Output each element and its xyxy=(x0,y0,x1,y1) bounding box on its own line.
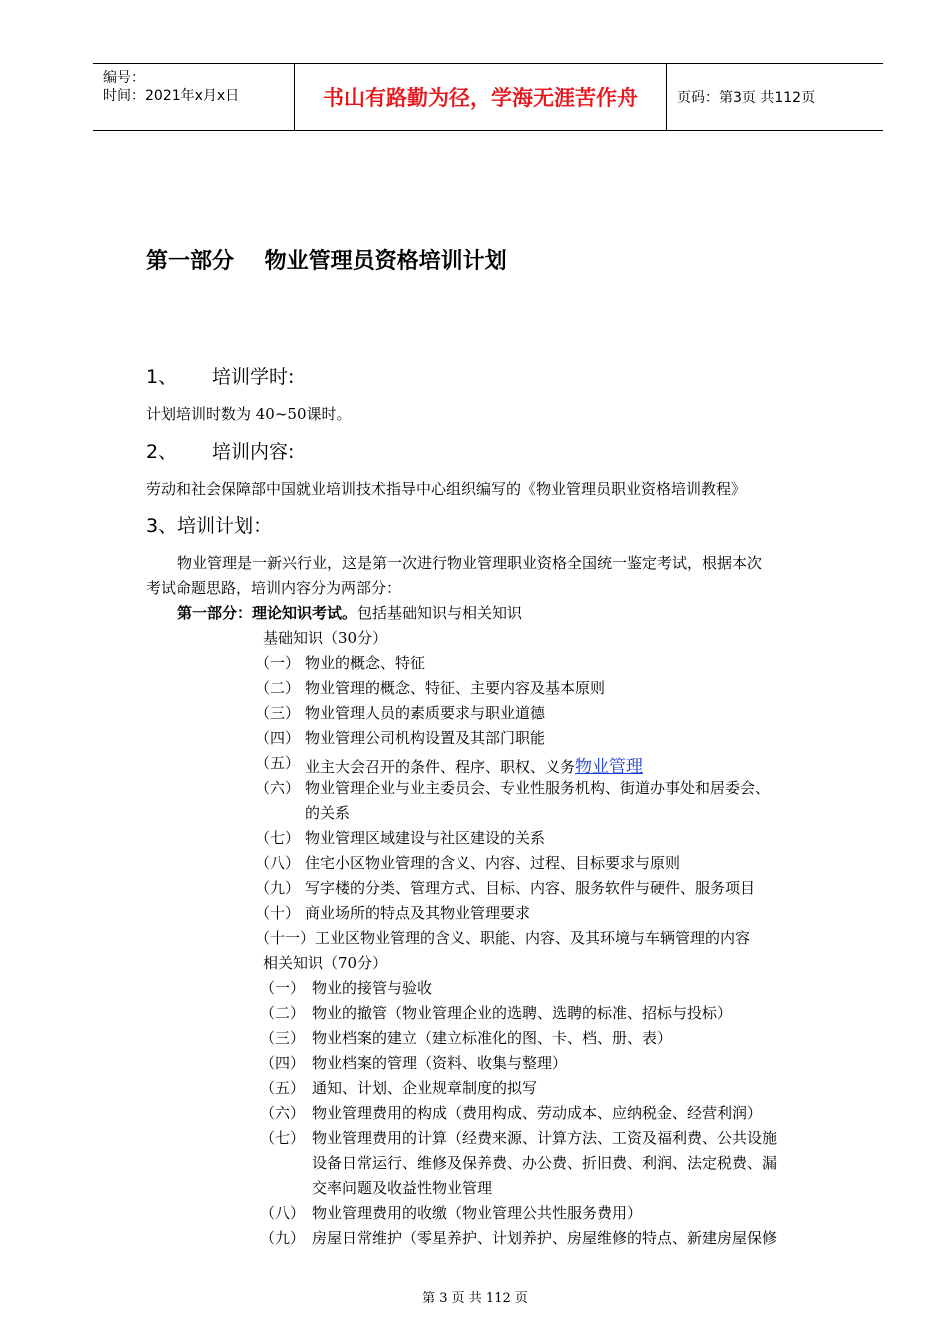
list-marker: （四） xyxy=(255,729,301,747)
related-knowledge-heading: 相关知识（70分） xyxy=(263,954,388,972)
list-marker: （三） xyxy=(260,1029,306,1047)
section-heading-content xyxy=(146,437,294,464)
header-motto: 书山有路勤为径，学海无涯苦作舟 xyxy=(295,64,667,130)
section-title: 培训内容: xyxy=(212,441,295,463)
list-text-continued: 交率问题及收益性物业管理 xyxy=(312,1179,493,1197)
list-marker: （三） xyxy=(255,704,301,722)
list-marker: （七） xyxy=(255,829,301,847)
part1-line xyxy=(177,602,522,623)
basic-knowledge-heading: 基础知识（30分） xyxy=(263,629,388,647)
section-number: 2、 xyxy=(146,441,178,463)
list-marker: （六） xyxy=(255,779,301,797)
list-text-continued: 的关系 xyxy=(305,804,351,822)
list-marker: （八） xyxy=(255,854,301,872)
list-text: 物业管理的概念、特征、主要内容及基本原则 xyxy=(305,679,606,697)
list-text: 物业管理人员的素质要求与职业道德 xyxy=(305,704,546,722)
list-text: 物业管理费用的收缴（物业管理公共性服务费用） xyxy=(312,1204,643,1222)
list-marker: （二） xyxy=(260,1004,306,1022)
property-management-link[interactable]: 物业管理 xyxy=(575,757,644,777)
header-meta-cell xyxy=(93,64,295,130)
list-marker: （一） xyxy=(260,979,306,997)
page-header xyxy=(93,63,883,131)
section-heading-plan xyxy=(146,511,272,538)
list-marker: （四） xyxy=(260,1054,306,1072)
list-marker: （九） xyxy=(255,879,301,897)
list-marker: （二） xyxy=(255,679,301,697)
list-text: 物业档案的管理（资料、收集与整理） xyxy=(312,1054,568,1072)
list-text: 物业管理企业与业主委员会、专业性服务机构、街道办事处和居委会、 xyxy=(305,779,771,797)
list-marker: （一） xyxy=(255,654,301,672)
header-page-info: 页码：第3页 共112页 xyxy=(677,90,816,106)
time-label: 时间：2021年x月x日 xyxy=(103,88,240,104)
list-text: 物业的撤管（物业管理企业的选聘、选聘的标准、招标与投标） xyxy=(312,1004,733,1022)
content-text: 劳动和社会保障部中国就业培训技术指导中心组织编写的《物业管理员职业资格培训教程》 xyxy=(146,480,747,498)
list-marker: （八） xyxy=(260,1204,306,1222)
list-text: 物业的接管与验收 xyxy=(312,979,433,997)
list-marker: （九） xyxy=(260,1229,306,1247)
list-text: 物业的概念、特征 xyxy=(305,654,426,672)
hours-text: 计划培训时数为 40~50课时。 xyxy=(146,405,352,423)
section-title: 培训学时: xyxy=(212,366,295,388)
list-marker: （六） xyxy=(260,1104,306,1122)
section-number: 1、 xyxy=(146,366,178,388)
part1-label: 第一部分：理论知识考试。 xyxy=(177,604,358,622)
list-text: 写字楼的分类、管理方式、目标、内容、服务软件与硬件、服务项目 xyxy=(305,879,756,897)
list-text xyxy=(305,752,643,777)
list-marker: （十） xyxy=(255,904,301,922)
list-text-main: 业主大会召开的条件、程序、职权、义务 xyxy=(305,758,576,776)
list-marker: （十一） xyxy=(255,929,316,947)
part1-description: 包括基础知识与相关知识 xyxy=(357,604,523,622)
list-text: 房屋日常维护（零星养护、计划养护、房屋维修的特点、新建房屋保修 xyxy=(312,1229,778,1247)
list-marker: （五） xyxy=(255,754,301,772)
list-marker: （七） xyxy=(260,1129,306,1147)
intro-line-1: 物业管理是一新兴行业，这是第一次进行物业管理职业资格全国统一鉴定考试，根据本次 xyxy=(177,554,763,572)
list-text: 工业区物业管理的含义、职能、内容、及其环境与车辆管理的内容 xyxy=(315,929,751,947)
list-text-continued: 设备日常运行、维修及保养费、办公费、折旧费、利润、法定税费、漏 xyxy=(312,1154,778,1172)
list-text: 物业管理公司机构设置及其部门职能 xyxy=(305,729,546,747)
list-marker: （五） xyxy=(260,1079,306,1097)
list-text: 商业场所的特点及其物业管理要求 xyxy=(305,904,531,922)
list-text: 物业管理区域建设与社区建设的关系 xyxy=(305,829,546,847)
list-text: 物业管理费用的计算（经费来源、计算方法、工资及福利费、公共设施 xyxy=(312,1129,778,1147)
intro-line-2: 考试命题思路，培训内容分为两部分： xyxy=(146,579,402,597)
list-text: 住宅小区物业管理的含义、内容、过程、目标要求与原则 xyxy=(305,854,681,872)
list-text: 物业管理费用的构成（费用构成、劳动成本、应纳税金、经营利润） xyxy=(312,1104,763,1122)
number-label: 编号： xyxy=(103,70,145,86)
list-text: 物业档案的建立（建立标准化的图、卡、档、册、表） xyxy=(312,1029,673,1047)
section-title: 3、培训计划： xyxy=(146,515,273,537)
list-text: 通知、计划、企业规章制度的拟写 xyxy=(312,1079,538,1097)
page-footer: 第 3 页 共 112 页 xyxy=(422,1291,528,1306)
section-heading-hours xyxy=(146,362,294,389)
document-title: 第一部分 物业管理员资格培训计划 xyxy=(146,249,507,274)
